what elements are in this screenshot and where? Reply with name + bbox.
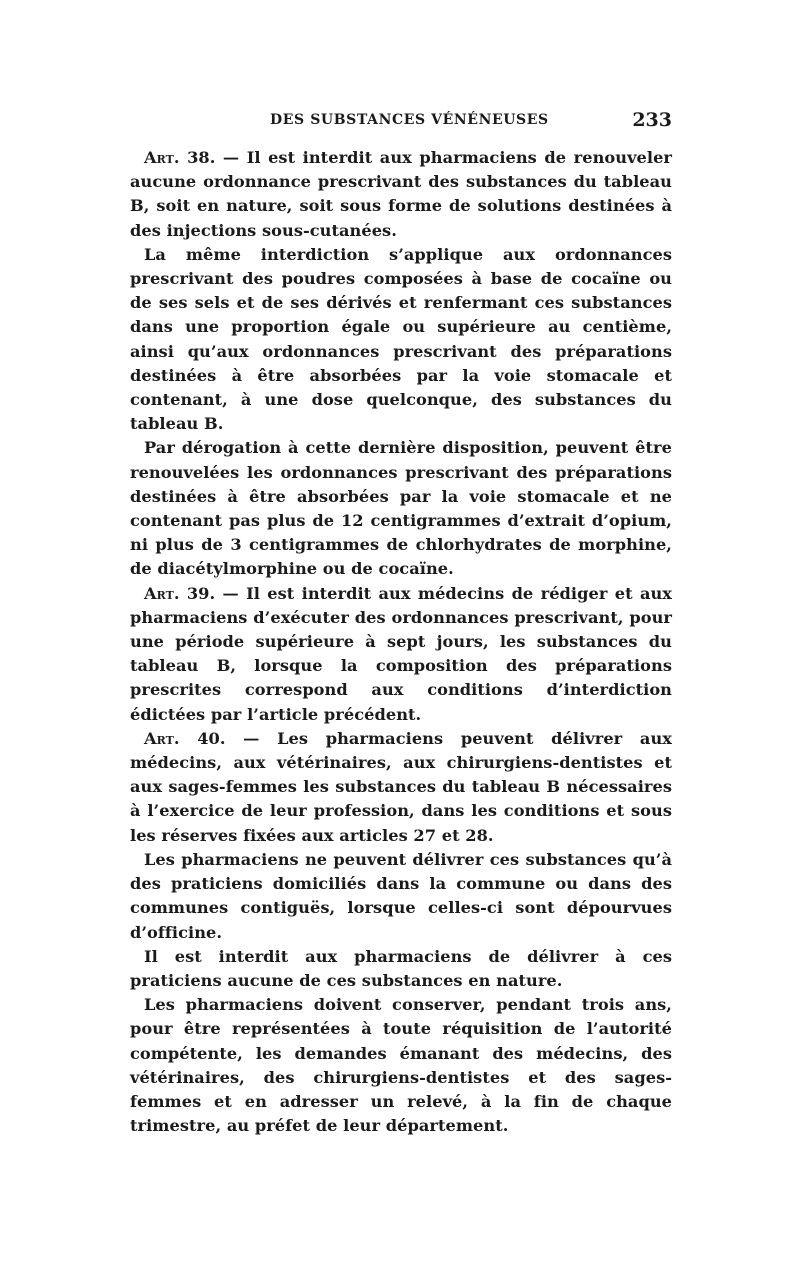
body-text <box>130 146 672 1138</box>
paragraph-derogation <box>130 436 672 581</box>
paragraph-text: Par dérogation à cette dernière disposition, peuvent être renouvelées les ordonnances prescrivant des préparations destinées à être absorbées par la voie stomacale et ne contenant pas plus de 12 centigrammes d’extrait d’opium, ni plus de 3 centigrammes de chlorhydrates de morphine, de diacétylmorphine ou de cocaïne. <box>130 438 672 579</box>
article-label-38: Art. 38. <box>144 148 216 167</box>
paragraph-art-39 <box>130 582 672 727</box>
paragraph-text: Les pharmaciens ne peuvent délivrer ces substances qu’à des praticiens domiciliés dans la commune ou dans des communes contiguës, lorsque celles-ci sont dépourvues d’officine. <box>130 849 672 942</box>
paragraph-interdiction <box>130 243 672 437</box>
running-title: DES SUBSTANCES VÉNÉNEUSES <box>270 112 549 128</box>
paragraph-en-nature <box>130 945 672 993</box>
paragraph-art-40 <box>130 727 672 848</box>
running-header <box>130 109 672 136</box>
paragraph-art-38 <box>130 146 672 243</box>
paragraph-text: La même interdiction s’applique aux ordonnances prescrivant des poudres composées à base de cocaïne ou de ses sels et de ses dérivés et renfermant ces substances dans une proportion égale ou supérieure au centième, ainsi qu’aux ordonnances prescrivant des préparations destinées à être absorbées par la voie stomacale et contenant, à une dose quelconque, des substances du tableau B. <box>130 244 672 434</box>
paragraph-communes <box>130 848 672 945</box>
paragraph-text: — Les pharmaciens peuvent délivrer aux médecins, aux vétérinaires, aux chirurgiens-dentistes et aux sages-femmes les substances du tableau B nécessaires à l’exercice de leur profession, dans les conditions et sous les réserves fixées aux articles 27 et 28. <box>130 728 672 845</box>
article-label-39: Art. 39. <box>144 583 216 603</box>
paragraph-text: Les pharmaciens doivent conserver, pendant trois ans, pour être représentées à toute réquisition de l’autorité compétente, les demandes émanant des médecins, des vétérinaires, des chirurgiens-dentistes et des sages-femmes et en adresser un relevé, à la fin de chaque trimestre, au préfet de leur département. <box>130 995 672 1136</box>
paragraph-text: — Il est interdit aux pharmaciens de renouveler aucune ordonnance prescrivant des substances du tableau B, soit en nature, soit sous forme de solutions destinées à des injections sous-cutanées. <box>130 148 672 240</box>
book-page <box>130 109 673 1138</box>
paragraph-text: Il est interdit aux pharmaciens de délivrer à ces praticiens aucune de ces substances en nature. <box>130 946 672 990</box>
paragraph-conservation <box>130 993 672 1138</box>
article-label-40: Art. 40. <box>144 728 226 748</box>
page-number: 233 <box>632 109 672 131</box>
paragraph-text: — Il est interdit aux médecins de rédiger et aux pharmaciens d’exécuter des ordonnances prescrivant, pour une période supérieure à sept jours, les substances du tableau B, lorsque la composition des préparations prescrites correspond aux conditions d’interdiction édictées par l’article précédent. <box>130 583 673 724</box>
